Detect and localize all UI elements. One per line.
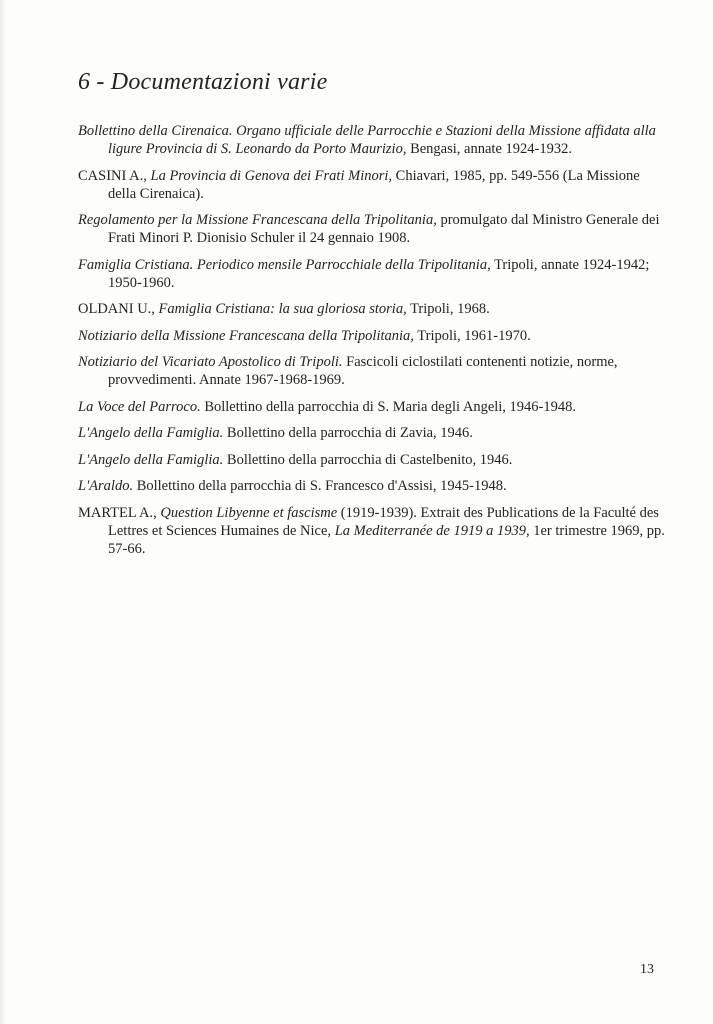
bibliography-entry (78, 353, 668, 389)
entry-details: Bollettino della parrocchia di S. Maria degli Angeli, 1946-1948. (200, 398, 577, 415)
section-title: 6 - Documentazioni varie (78, 69, 328, 95)
entry-title: L'Araldo. (78, 478, 134, 494)
entry-details: Tripoli, 1968. (406, 301, 490, 317)
entry-title: Famiglia Cristiana: la sua gloriosa storia, (158, 301, 407, 317)
entry-title: Notiziario della Missione Francescana della Tripolitania, (78, 327, 414, 344)
entry-author: CASINI A., (78, 167, 147, 184)
entry-title: La Provincia di Genova dei Frati Minori, (150, 167, 393, 184)
bibliography-entry (78, 424, 668, 442)
bibliography-entry (78, 211, 668, 247)
entry-details: (1919-1939). Extrait des Publications de la Faculté des Lettres et Sciences Humaines de Nice, (108, 504, 659, 539)
entry-title: Famiglia Cristiana. Periodico mensile Parrocchiale della Tripolitania, (78, 256, 491, 273)
bibliography-entry (78, 398, 668, 416)
entry-title: L'Angelo della Famiglia. (78, 451, 224, 468)
entry-details: Tripoli, 1961-1970. (413, 327, 531, 344)
entry-author: MARTEL A., (78, 504, 157, 521)
entry-title: Regolamento per la Missione Francescana della Tripolitania, (78, 212, 437, 228)
entry-details: Bengasi, annate 1924-1932. (406, 141, 572, 157)
entry-title: Bollettino della Cirenaica. Organo ufficiale delle Parrocchie e Stazioni della Missione affidata alla ligure Provincia di S. Leonardo da Porto Maurizio, (78, 123, 656, 157)
page-edge-shadow (0, 0, 6, 1024)
bibliography-entry (78, 300, 668, 318)
entry-details: Bollettino della parrocchia di S. Francesco d'Assisi, 1945-1948. (133, 478, 507, 494)
entry-details: Chiavari, 1985, pp. 549-556 (La Missione della Cirenaica). (108, 167, 640, 202)
bibliography-entry (78, 451, 668, 469)
bibliography-entry (78, 504, 668, 558)
bibliography-entry (78, 256, 668, 292)
entry-title: Question Libyenne et fascisme (160, 504, 338, 521)
entry-title: L'Angelo della Famiglia. (78, 425, 224, 441)
bibliography-list (78, 122, 668, 566)
bibliography-entry (78, 327, 668, 345)
bibliography-entry (78, 477, 668, 495)
page-number: 13 (640, 962, 654, 977)
entry-title: La Voce del Parroco. (78, 398, 201, 415)
entry-details: Bollettino della parrocchia di Castelbenito, 1946. (223, 451, 513, 468)
entry-details: promulgato dal Ministro Generale dei Frati Minori P. Dionisio Schuler il 24 gennaio 1908. (108, 212, 660, 246)
bibliography-entry (78, 122, 668, 158)
entry-details: Bollettino della parrocchia di Zavia, 1946. (223, 425, 473, 441)
entry-author: OLDANI U., (78, 301, 155, 317)
entry-details: Tripoli, annate 1924-1942; 1950-1960. (108, 256, 650, 291)
bibliography-entry (78, 167, 668, 203)
entry-details-secondary: 1er trimestre 1969, pp. 57-66. (108, 522, 665, 557)
entry-title: Notiziario del Vicariato Apostolico di Tripoli. (78, 354, 343, 370)
entry-details: Fascicoli ciclostilati contenenti notizie, norme, provvedimenti. Annate 1967-1968-1969. (108, 354, 618, 388)
entry-title-secondary: La Mediterranée de 1919 a 1939, (334, 522, 530, 539)
